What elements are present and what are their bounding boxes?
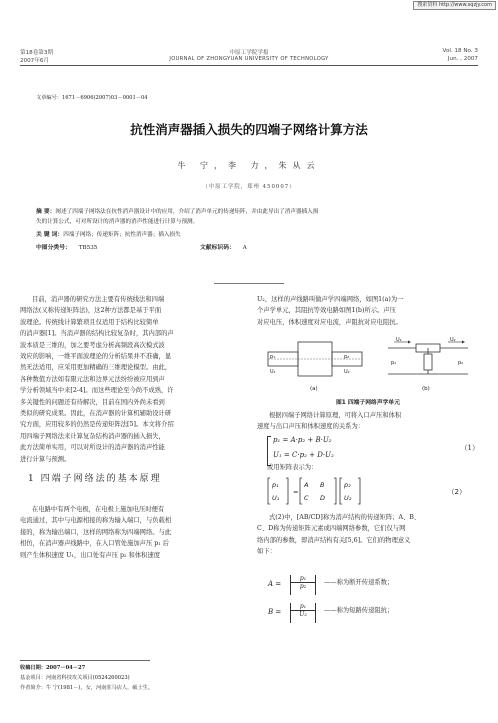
footnote-received: 收稿日期：2007－04－27 xyxy=(20,665,86,671)
header-right-volume: Vol. 18 No. 3 xyxy=(442,48,478,54)
def-a-symbol: A = xyxy=(268,580,282,588)
fig-a-u1: U₁ xyxy=(270,369,276,375)
header-left-date: 2007年6月 xyxy=(20,58,49,64)
abstract xyxy=(36,208,466,216)
text-line: 用四端子网络法来计算复杂结构消声器的插入损失， xyxy=(20,432,165,440)
header-rule xyxy=(20,65,478,66)
right-column-principle xyxy=(257,410,479,433)
text-line: 效应的影响，一维平面波理论的分析结果并不准确，显 xyxy=(20,353,172,361)
text-line: 在电路中有两个电极，在电极上施加电压时便有 xyxy=(32,506,165,513)
text-line: U₂，这样的声线路叫做声学四端网络，如图1(a)为一 xyxy=(257,296,404,303)
def-b-fraction: p₁ U₂ xyxy=(290,603,316,623)
fig-b-u2: U₂ xyxy=(450,337,456,343)
text-line: 然无法适用，应采用更加精确的三维理论模型。由此， xyxy=(20,364,172,372)
keywords-label: 关 键 词： xyxy=(36,232,64,238)
text-line: 学分析领域当中来[2-4]。而这些理论至今尚不成熟，许 xyxy=(20,387,174,395)
abstract-line-1: 阐述了四端子网络法在抗性消声器设计中的应用，介绍了消声单元的传递矩阵，并由此导出了消声器插入损 xyxy=(55,209,319,215)
footnote-author: 作者简介：牛 宁(1981－)，女，河南驻马店人，硕士生。 xyxy=(20,685,154,691)
abstract-label: 摘 要： xyxy=(36,209,56,215)
text-line: 波理论。传统线计算繁琐且仅适用于结构比较简单 xyxy=(20,318,159,326)
paper-title: 抗性消声器插入损失的四端子网络计算方法 xyxy=(130,122,368,137)
text-line: 类似的研究成果。因此，在消声器的计算机辅助设计研 xyxy=(20,410,172,418)
eq1-line-2: U₁ = C·p₂ + D·U₂ xyxy=(273,451,334,459)
definition-b xyxy=(268,603,478,625)
doc-code-value: A xyxy=(242,245,247,251)
right-column-intro xyxy=(257,294,479,328)
text-line: 如下： xyxy=(257,548,276,556)
text-line: 相仿，在消声器声线路中，在入口管处施加声压 p₁ 后 xyxy=(20,540,170,548)
svg-text:A: A xyxy=(304,481,309,489)
text-line: 的消声器[1]。当消声器的结构比较复杂时，其内部的声 xyxy=(20,330,174,338)
text-line: 进行计算与预测。 xyxy=(20,455,71,463)
text-line: 速度与出口声压和体积速度的关系为： xyxy=(257,423,365,431)
text-line: 此方法简单实用，可以对所设计的消声器的消声性能 xyxy=(20,444,165,452)
text-line: 各种数值方法如有限元法和边界元法纷纷被应用到声 xyxy=(20,375,165,383)
left-column-section xyxy=(20,504,238,561)
eq2-number: （2） xyxy=(447,488,466,496)
text-line: 根据四端子网络计算原理，可将入口声压和体积 xyxy=(269,412,402,419)
text-line: 络内部的参数，即消声结构有关[5,6]。它们的物理意义 xyxy=(257,536,411,544)
text-line: 接的，称为输出端口，这样的网络称为四端网络。与此 xyxy=(20,528,172,536)
svg-text:B: B xyxy=(320,481,325,489)
fig-label-b: (b) xyxy=(422,386,430,392)
figure-acoustic-unit xyxy=(258,336,476,398)
def-b-symbol: B = xyxy=(268,608,282,616)
svg-text:D: D xyxy=(320,494,326,502)
figure-b-circuit xyxy=(388,341,468,375)
fig-a-u2: U₂ xyxy=(344,369,350,375)
keywords xyxy=(36,231,181,239)
eq1-number: （1） xyxy=(460,444,479,452)
text-line: 式(2)中，[AB/CD]称为消声结构的传递矩阵；A、B、 xyxy=(269,514,421,521)
text-line: C、D称为传递矩阵元素或四端网络参数，它们仅与网 xyxy=(257,525,406,533)
svg-text:p₁: p₁ xyxy=(272,481,279,489)
footnote-fund: 基金项目：河南省科技攻关项目(0524260023) xyxy=(20,675,130,681)
abstract-line-2: 失的计算公式，可对所设计的消声器的消声性能进行计算与预测。 xyxy=(36,219,199,225)
svg-text:U₂: U₂ xyxy=(344,494,352,502)
text-line: 目前，消声器的研究方法主要有传统线法和四端 xyxy=(32,296,165,303)
authors: 牛 宁，李 力，朱从云 xyxy=(177,161,321,170)
watermark-stamp: 搜索资料 http://www.sqzjy.com xyxy=(413,1,496,10)
affiliation: （中原工学院，郑州 450007） xyxy=(202,184,296,190)
footnote-rule xyxy=(20,660,150,661)
svg-text:U₁: U₁ xyxy=(272,494,280,502)
text-line: 电流通过，其中与电源相接的称为输入端口，与负载相 xyxy=(20,517,172,525)
clc-label: 中图分类号： xyxy=(36,245,71,251)
separator-rule xyxy=(214,283,284,284)
fig-b-p1: p₁ xyxy=(391,360,397,366)
svg-text:=: = xyxy=(293,488,299,496)
fig-label-a: (a) xyxy=(310,386,318,392)
def-a-fraction: p₁ p₂ xyxy=(290,575,316,595)
figure-caption: 图1 四端子网络声学单元 xyxy=(335,400,401,406)
header-left-volume: 第18卷第3期 xyxy=(20,50,54,56)
text-line: 波本质是三维的，加之要考虑分析高频段高次模式波 xyxy=(20,341,165,349)
def-a-text: ——称为断开传递系数； xyxy=(324,579,394,586)
text-line: 究方面，应用较多的仍然是传递矩阵法[5]。本文将介绍 xyxy=(20,421,174,429)
right-column-definitions xyxy=(257,512,479,558)
article-number: 文章编号：1671－6906(2007)03－0001－04 xyxy=(36,95,148,101)
header-journal-en: JOURNAL OF ZHONGYUAN UNIVERSITY OF TECHNOLOGY xyxy=(169,56,329,62)
definition-a xyxy=(268,575,478,597)
eq1-line-1: p₁ = A·p₂ + B·U₂ xyxy=(273,436,332,444)
header-right-date: Jun. , 2007 xyxy=(447,56,478,62)
text-line: 对应电压，体积速度对应电流，声阻抗对应电阻抗。 xyxy=(257,318,402,326)
text-line: 多关键性的问题还有待解决，目前在国内外尚未看到 xyxy=(20,398,165,406)
fig-a-p1: p₁ xyxy=(270,354,276,360)
clc-number xyxy=(36,244,97,252)
left-column-intro xyxy=(20,294,238,465)
doc-code-label: 文献标识码： xyxy=(200,245,235,251)
def-b-text: ——称为短路传递阻抗； xyxy=(324,607,394,614)
section-heading: 1 四端子网络法的基本原理 xyxy=(28,474,162,484)
document-code xyxy=(200,244,247,252)
fig-b-u1: U₁ xyxy=(396,337,402,343)
text-line: 网络法(又称传递矩阵法)，这2种方法都是基于平面 xyxy=(20,307,162,315)
eq2-intro: 或用矩阵表示为： xyxy=(267,464,318,471)
svg-text:C: C xyxy=(304,494,309,502)
clc-value: TB535 xyxy=(78,245,98,251)
text-line: 则产生体积速度 U₁，出口处有声压 p₂ 和体积速度 xyxy=(20,551,161,559)
header-journal-cn: 中原工学院学报 xyxy=(229,50,269,56)
keywords-text: 四端子网络；传递矩阵；抗性消声器；插入损失 xyxy=(63,232,181,238)
equation-2 xyxy=(266,476,479,506)
svg-text:p₂: p₂ xyxy=(344,481,351,489)
fig-b-p2: p₂ xyxy=(458,360,464,366)
text-line: 个声学单元，其阻抗等效电路如图1(b)所示。声压 xyxy=(257,307,396,315)
fig-a-p2: p₂ xyxy=(344,354,350,360)
